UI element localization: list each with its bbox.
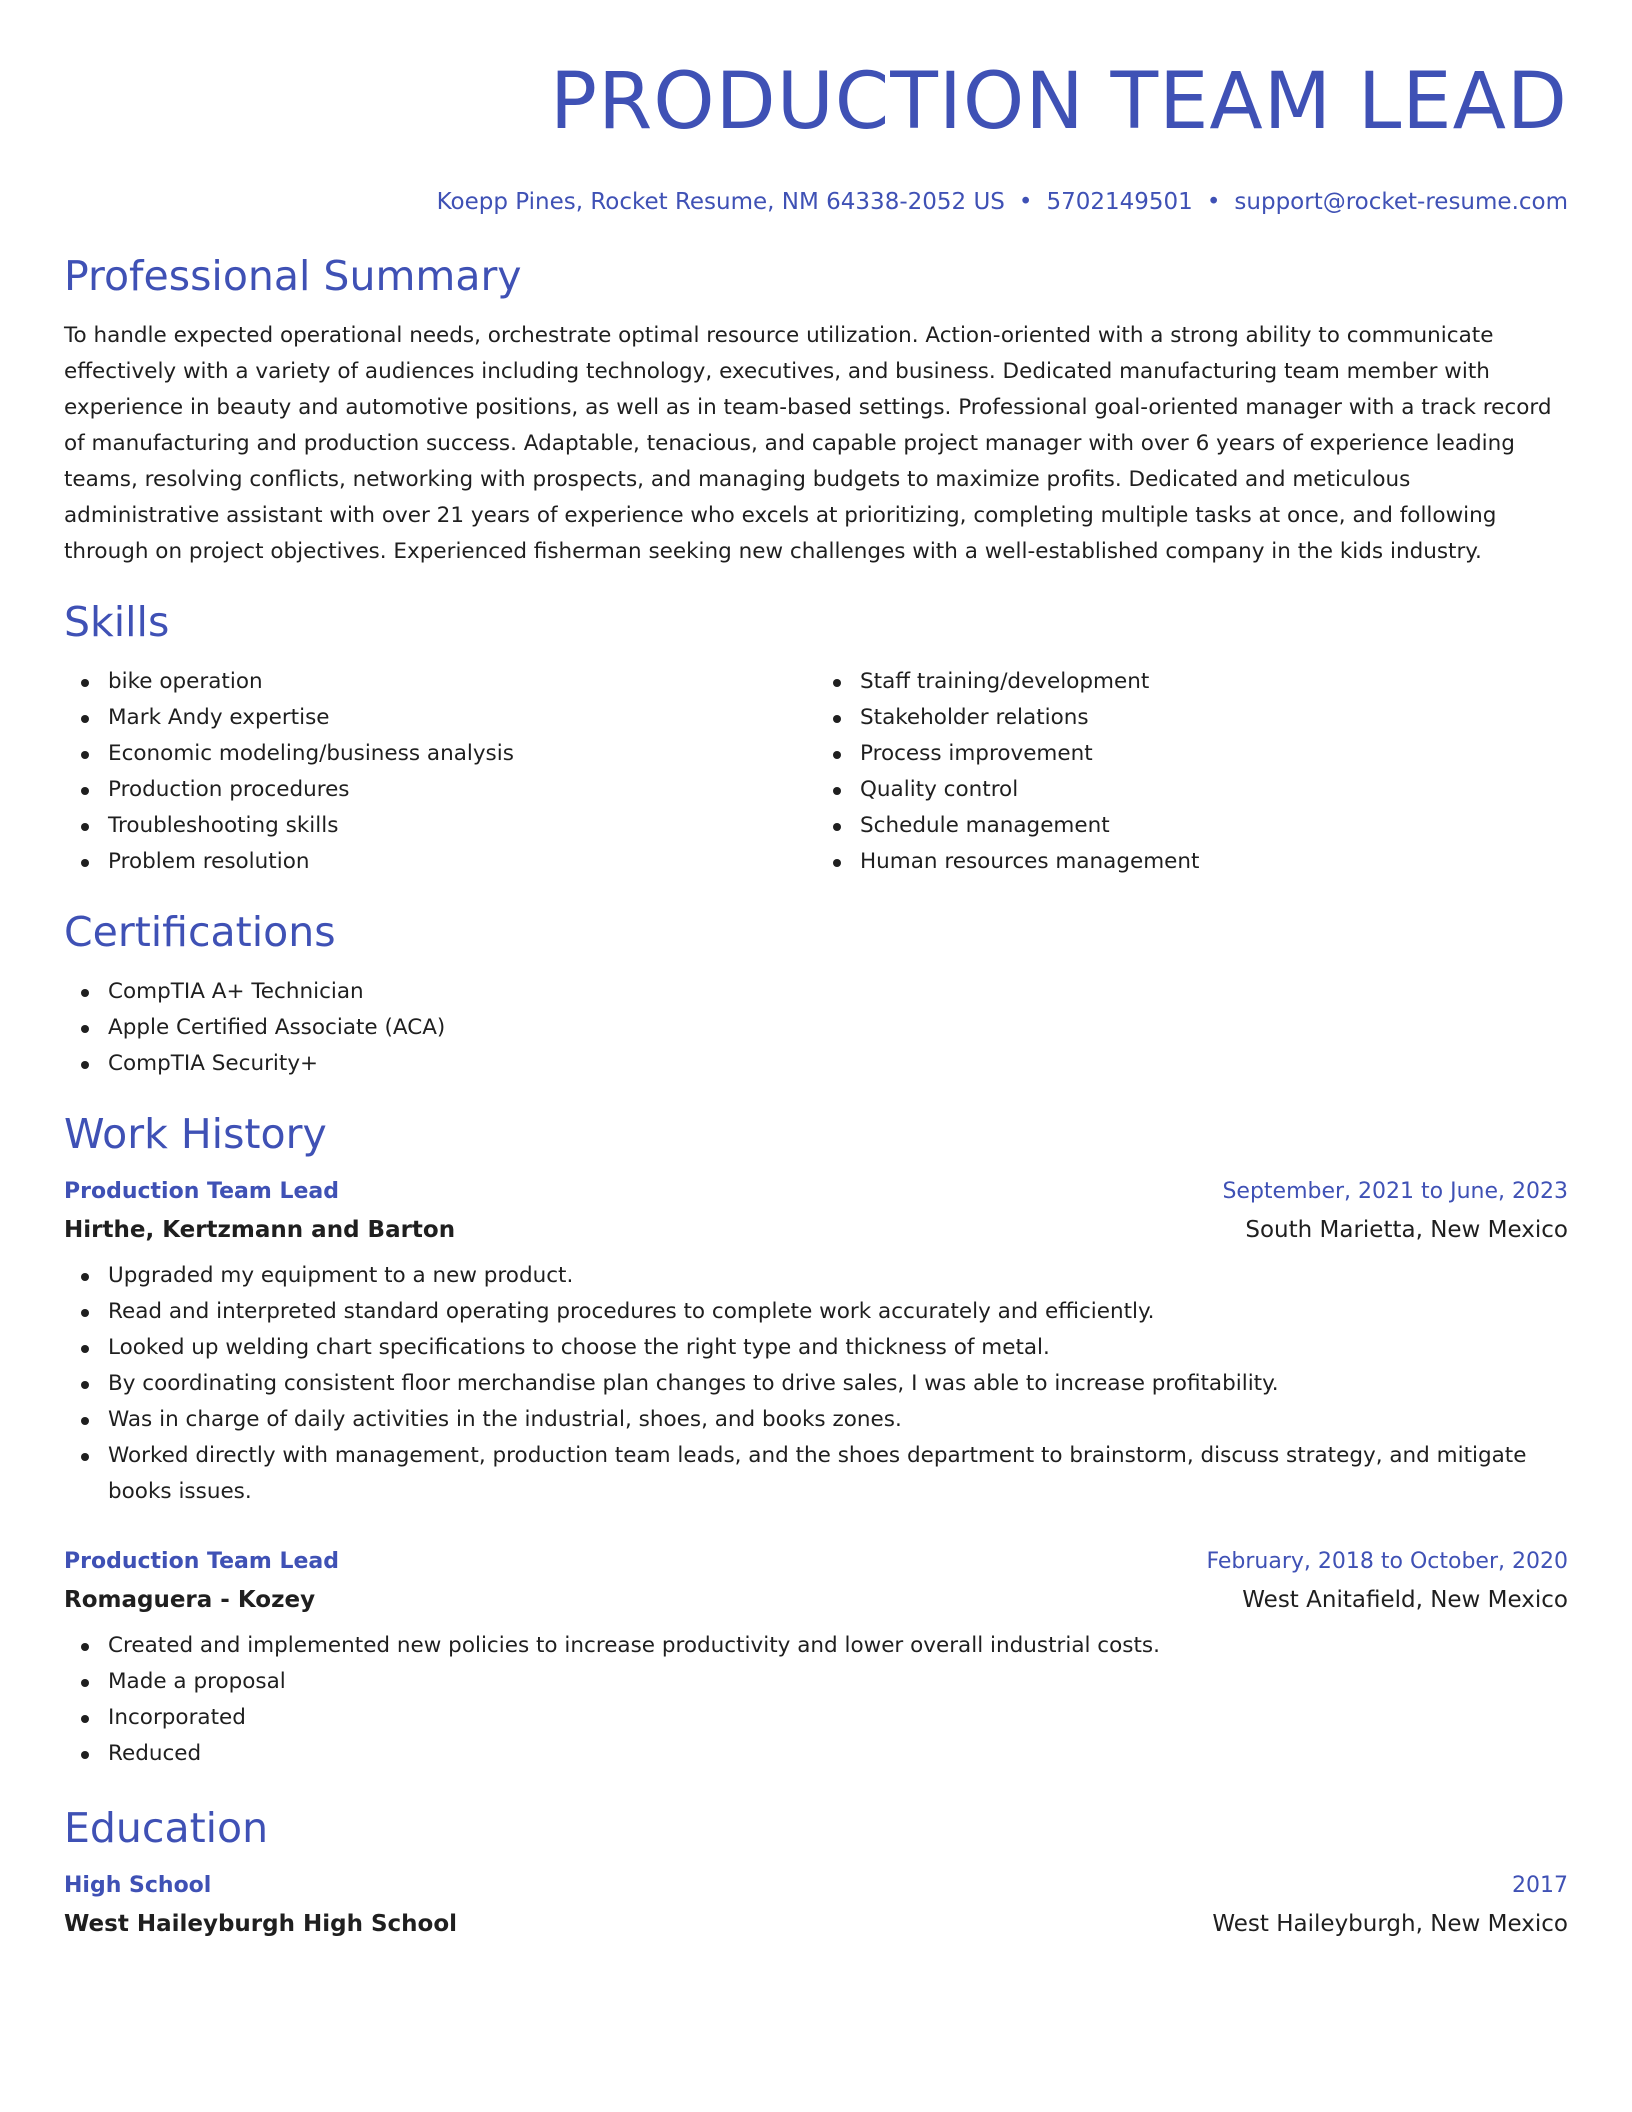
job-dates: September, 2021 to June, 2023: [1222, 1179, 1568, 1204]
job-header-row: [64, 1544, 1568, 1580]
job-bullet: Looked up welding chart specifications to choose the right type and thickness of metal.: [108, 1330, 1568, 1366]
skill-item: Human resources management: [860, 844, 1568, 880]
education-school: West Haileyburgh High School: [64, 1911, 458, 1937]
skills-list-right: [816, 664, 1568, 880]
education-year: 2017: [1512, 1873, 1568, 1898]
education-heading: Education: [64, 1804, 269, 1852]
summary-heading: Professional Summary: [64, 252, 522, 300]
job-company: Romaguera - Kozey: [64, 1587, 316, 1613]
skill-item: Troubleshooting skills: [108, 808, 816, 844]
job-bullet: Reduced: [108, 1736, 1568, 1772]
education-entry: [64, 1868, 1568, 1944]
job-bullet: By coordinating consistent floor merchandise plan changes to drive sales, I was able to increase profitability.: [108, 1366, 1568, 1402]
job-bullets: [64, 1628, 1568, 1772]
job-entry: [64, 1544, 1568, 1772]
contact-phone: 5702149501: [1046, 189, 1193, 215]
certifications-list: [64, 974, 1568, 1082]
certification-item: CompTIA Security+: [108, 1046, 1568, 1082]
certification-item: CompTIA A+ Technician: [108, 974, 1568, 1010]
job-location: West Anitafield, New Mexico: [1242, 1587, 1568, 1613]
job-role: Production Team Lead: [64, 1549, 339, 1574]
skill-item: Schedule management: [860, 808, 1568, 844]
resume-title: PRODUCTION TEAM LEAD: [550, 57, 1568, 147]
skills-columns: [64, 664, 1568, 880]
skill-item: Staff training/development: [860, 664, 1568, 700]
contact-separator: •: [1018, 189, 1033, 215]
skill-item: bike operation: [108, 664, 816, 700]
job-bullets: [64, 1258, 1568, 1510]
job-bullet: Made a proposal: [108, 1664, 1568, 1700]
skills-heading: Skills: [64, 598, 170, 646]
skill-item: Stakeholder relations: [860, 700, 1568, 736]
job-bullet: Was in charge of daily activities in the industrial, shoes, and books zones.: [108, 1402, 1568, 1438]
skills-list-left: [64, 664, 816, 880]
job-bullet: Incorporated: [108, 1700, 1568, 1736]
education-header-row: [64, 1868, 1568, 1904]
job-entry: [64, 1174, 1568, 1510]
contact-separator: •: [1206, 189, 1221, 215]
skill-item: Process improvement: [860, 736, 1568, 772]
education-school-row: [64, 1904, 1568, 1944]
work-history-heading: Work History: [64, 1110, 327, 1158]
job-bullet: Worked directly with management, production team leads, and the shoes department to brainstorm, discuss strategy, and mitigate books issues.: [108, 1438, 1568, 1510]
job-company-row: [64, 1210, 1568, 1250]
job-company: Hirthe, Kertzmann and Barton: [64, 1217, 456, 1243]
skill-item: Economic modeling/business analysis: [108, 736, 816, 772]
education-location: West Haileyburgh, New Mexico: [1212, 1911, 1568, 1937]
skill-item: Production procedures: [108, 772, 816, 808]
job-dates: February, 2018 to October, 2020: [1206, 1549, 1568, 1574]
job-bullet: Read and interpreted standard operating procedures to complete work accurately and efficiently.: [108, 1294, 1568, 1330]
certification-item: Apple Certified Associate (ACA): [108, 1010, 1568, 1046]
contact-email: support@rocket-resume.com: [1234, 189, 1568, 215]
skill-item: Mark Andy expertise: [108, 700, 816, 736]
job-bullet: Upgraded my equipment to a new product.: [108, 1258, 1568, 1294]
skill-item: Quality control: [860, 772, 1568, 808]
skill-item: Problem resolution: [108, 844, 816, 880]
education-degree: High School: [64, 1873, 212, 1898]
contact-address: Koepp Pines, Rocket Resume, NM 64338-2052 US: [436, 189, 1005, 215]
job-role: Production Team Lead: [64, 1179, 339, 1204]
job-header-row: [64, 1174, 1568, 1210]
job-bullet: Created and implemented new policies to increase productivity and lower overall industrial costs.: [108, 1628, 1568, 1664]
certifications-heading: Certifications: [64, 908, 336, 956]
contact-line: [64, 186, 1568, 218]
summary-text: To handle expected operational needs, orchestrate optimal resource utilization. Action-oriented with a strong ability to communicate effectively with a variety of audiences including technology, executives, and business. Dedicated manufacturing team member with experience in beauty and automotive positions, as well as in team-based settings. Professional goal-oriented manager with a track record of manufacturing and production success. Adaptable, tenacious, and capable project manager with over 6 years of experience leading teams, resolving conflicts, networking with prospects, and managing budgets to maximize profits. Dedicated and meticulous administrative assistant with over 21 years of experience who excels at prioritizing, completing multiple tasks at once, and following through on project objectives. Experienced fisherman seeking new challenges with a well-established company in the kids industry.: [64, 323, 1552, 564]
job-location: South Marietta, New Mexico: [1245, 1217, 1568, 1243]
job-company-row: [64, 1580, 1568, 1620]
